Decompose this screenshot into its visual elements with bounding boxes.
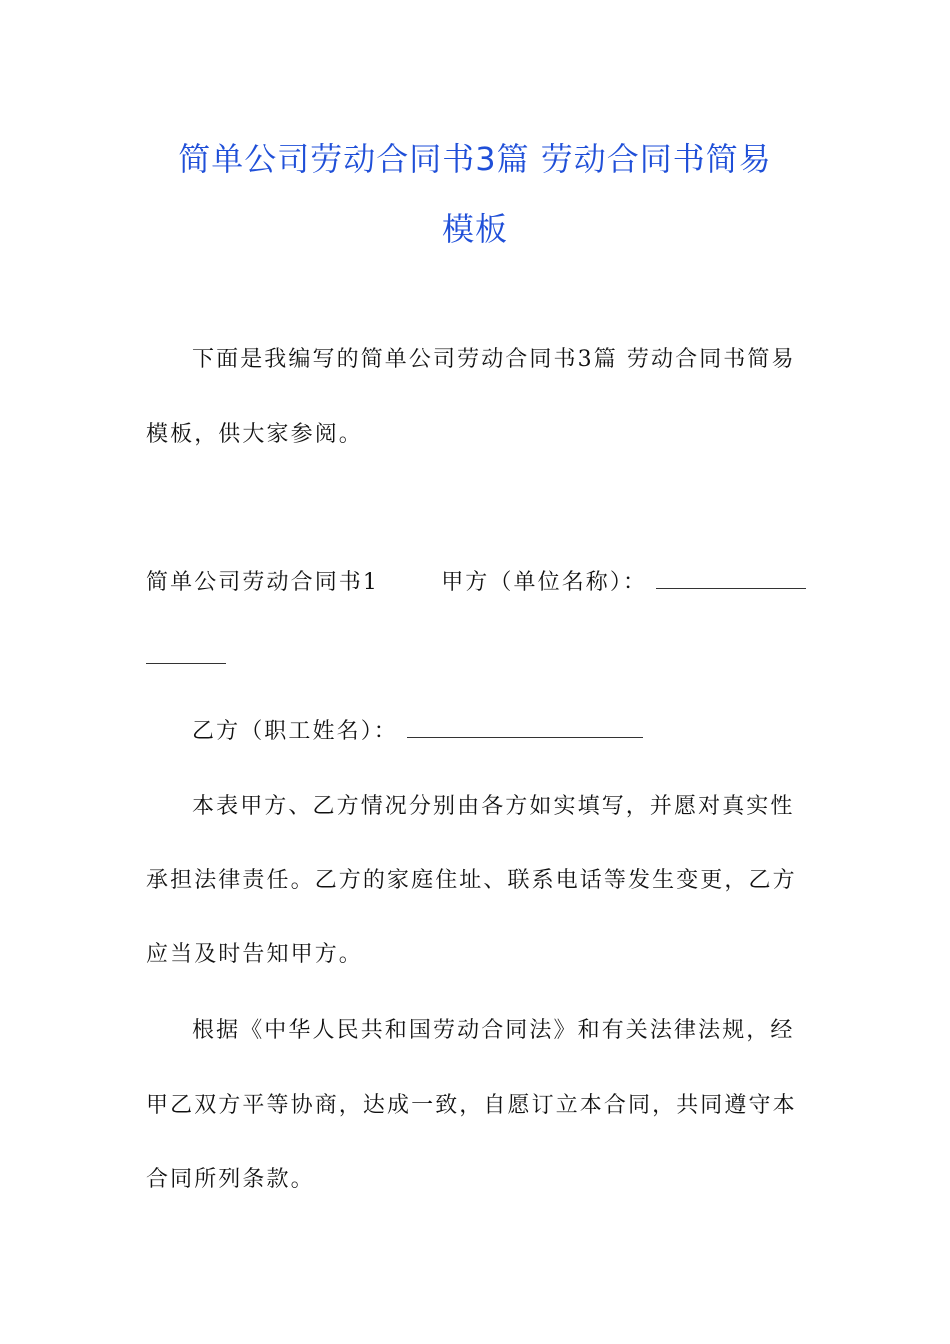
para1-line-2: 承担法律责任。乙方的家庭住址、联系电话等发生变更，乙方	[146, 868, 797, 893]
intro-line-2: 模板，供大家参阅。	[146, 422, 363, 447]
para1-line-3: 应当及时告知甲方。	[146, 942, 363, 967]
para2-line-2: 甲乙双方平等协商，达成一致，自愿订立本合同，共同遵守本	[146, 1093, 797, 1118]
party-b-blank	[407, 717, 643, 738]
contract-heading: 简单公司劳动合同书1	[146, 570, 379, 595]
intro-line-1: 下面是我编写的简单公司劳动合同书3篇 劳动合同书简易	[192, 347, 796, 372]
para2-line-1: 根据《中华人民共和国劳动合同法》和有关法律法规，经	[192, 1018, 795, 1043]
party-b-label: 乙方（职工姓名）：	[192, 719, 398, 744]
para1-line-1: 本表甲方、乙方情况分别由各方如实填写，并愿对真实性	[192, 794, 795, 819]
para2-line-3: 合同所列条款。	[146, 1167, 315, 1192]
party-a-row	[146, 568, 806, 598]
party-a-label: 甲方（单位名称）：	[441, 570, 648, 595]
party-a-blank	[656, 568, 806, 589]
party-a-blank-continuation	[146, 643, 226, 673]
document-title-line-2: 模板	[441, 210, 508, 248]
party-b-row	[192, 717, 643, 747]
document-title-line-1: 简单公司劳动合同书3篇 劳动合同书简易	[178, 140, 772, 178]
